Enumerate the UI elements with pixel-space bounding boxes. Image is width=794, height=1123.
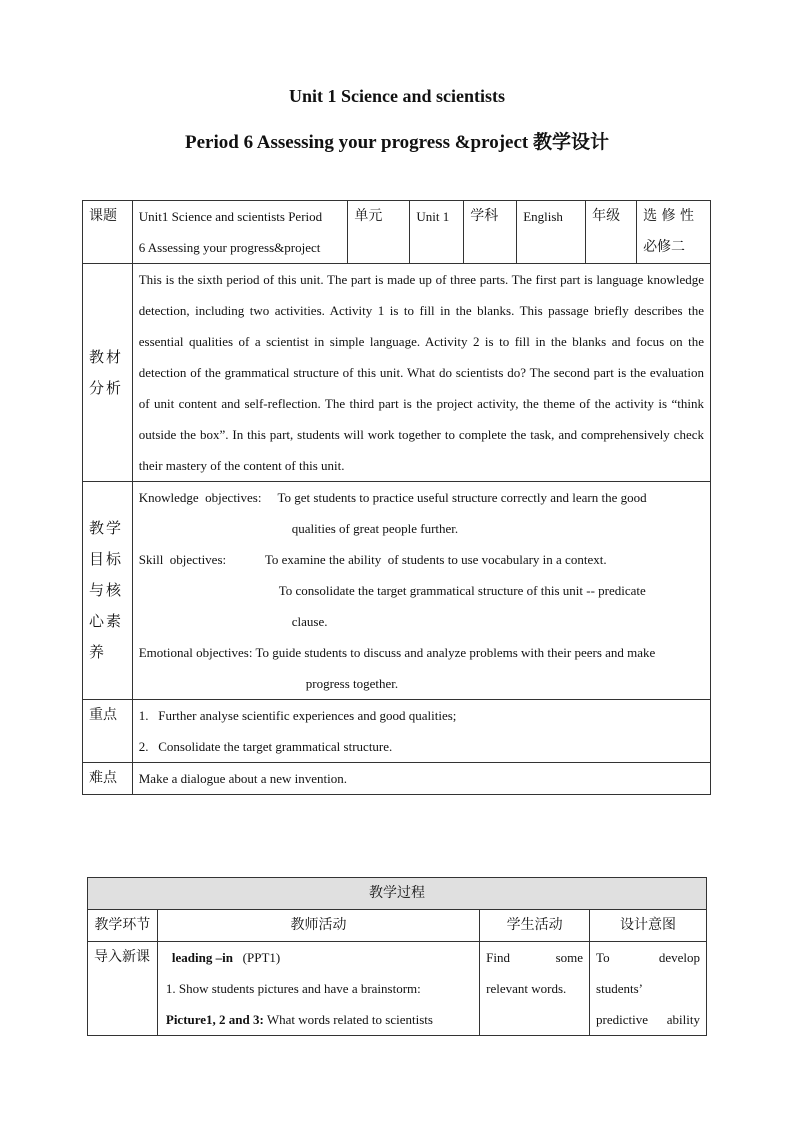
topic-value: Unit1 Science and scientists Period 6 Assessing your progress&project	[132, 201, 348, 264]
grade-label: 年级	[586, 201, 637, 264]
col-teacher: 教师活动	[157, 910, 479, 942]
info-row-analysis	[83, 264, 711, 482]
emotional-objective: Emotional objectives: To guide students to discuss and analyze problems with their peers and make	[138, 645, 656, 660]
objectives-text	[132, 482, 710, 700]
unit-label: 单元	[348, 201, 410, 264]
teacher-line: Picture1, 2 and 3: What words related to scientists	[165, 1012, 433, 1027]
col-intent: 设计意图	[590, 910, 707, 942]
analysis-text: This is the sixth period of this unit. The part is made up of three parts. The first part is language knowledge detection, including two activities. Activity 1 is to fill in the blanks. This passage briefly describes the essential qualities of a scientist in simple language. Activity 2 is to fill in the blanks and focus on the detection of the grammatical structure of this unit. What do scientists do? The second part is the evaluation of unit content and self-reflection. The third part is the project activity, the theme of the activity is “think outside the box”. In this part, students will work together to complete the task, and comprehensively check their mastery of the content of this unit.	[132, 264, 710, 482]
teacher-activity-cell	[157, 942, 479, 1036]
process-row	[88, 942, 707, 1036]
teacher-line: 1. Show students pictures and have a brainstorm:	[165, 981, 421, 996]
skill-objective: Skill objectives: To examine the ability of students to use vocabulary in a context.	[138, 552, 607, 567]
info-row-topic	[83, 201, 711, 264]
difficult-label: 难点	[83, 763, 133, 795]
subject-value: English	[517, 201, 586, 264]
subject-label: 学科	[464, 201, 517, 264]
grade-value: 选 修 性 必修二	[637, 201, 711, 264]
key-points	[132, 700, 710, 763]
process-column-headers	[88, 910, 707, 942]
info-row-key	[83, 700, 711, 763]
objectives-label: 教学 目标 与核 心素 养	[83, 482, 133, 700]
process-header: 教学过程	[88, 878, 707, 910]
unit-value: Unit 1	[410, 201, 464, 264]
page-title: Unit 1 Science and scientists	[289, 86, 505, 106]
student-activity-cell: Find some relevant words.	[480, 942, 590, 1036]
key-label: 重点	[83, 700, 133, 763]
info-row-objectives	[83, 482, 711, 700]
topic-label: 课题	[83, 201, 133, 264]
knowledge-objective-cont: qualities of great people further.	[291, 521, 459, 536]
analysis-label: 教材 分析	[83, 264, 133, 482]
col-student: 学生活动	[480, 910, 590, 942]
emotional-objective-cont: progress together.	[305, 676, 399, 691]
lesson-info-table	[82, 200, 711, 795]
stage-cell: 导入新课	[88, 942, 158, 1036]
key-point: 2. Consolidate the target grammatical structure.	[138, 739, 393, 754]
key-point: 1. Further analyse scientific experiences and good qualities;	[138, 708, 457, 723]
skill-objective-cont: To consolidate the target grammatical structure of this unit -- predicate	[278, 583, 646, 598]
page-subtitle: Period 6 Assessing your progress &project 教学设计	[185, 132, 609, 153]
design-intent-cell: To develop students’ predictive ability	[590, 942, 707, 1036]
col-stage: 教学环节	[88, 910, 158, 942]
skill-objective-cont2: clause.	[291, 614, 328, 629]
knowledge-objective: Knowledge objectives: To get students to practice useful structure correctly and learn the good	[138, 490, 647, 505]
teacher-lead: leading –in	[171, 950, 233, 965]
teacher-ppt: (PPT1)	[232, 950, 281, 965]
difficult-text: Make a dialogue about a new invention.	[132, 763, 710, 795]
teaching-process-table	[87, 877, 707, 1036]
info-row-difficult	[83, 763, 711, 795]
